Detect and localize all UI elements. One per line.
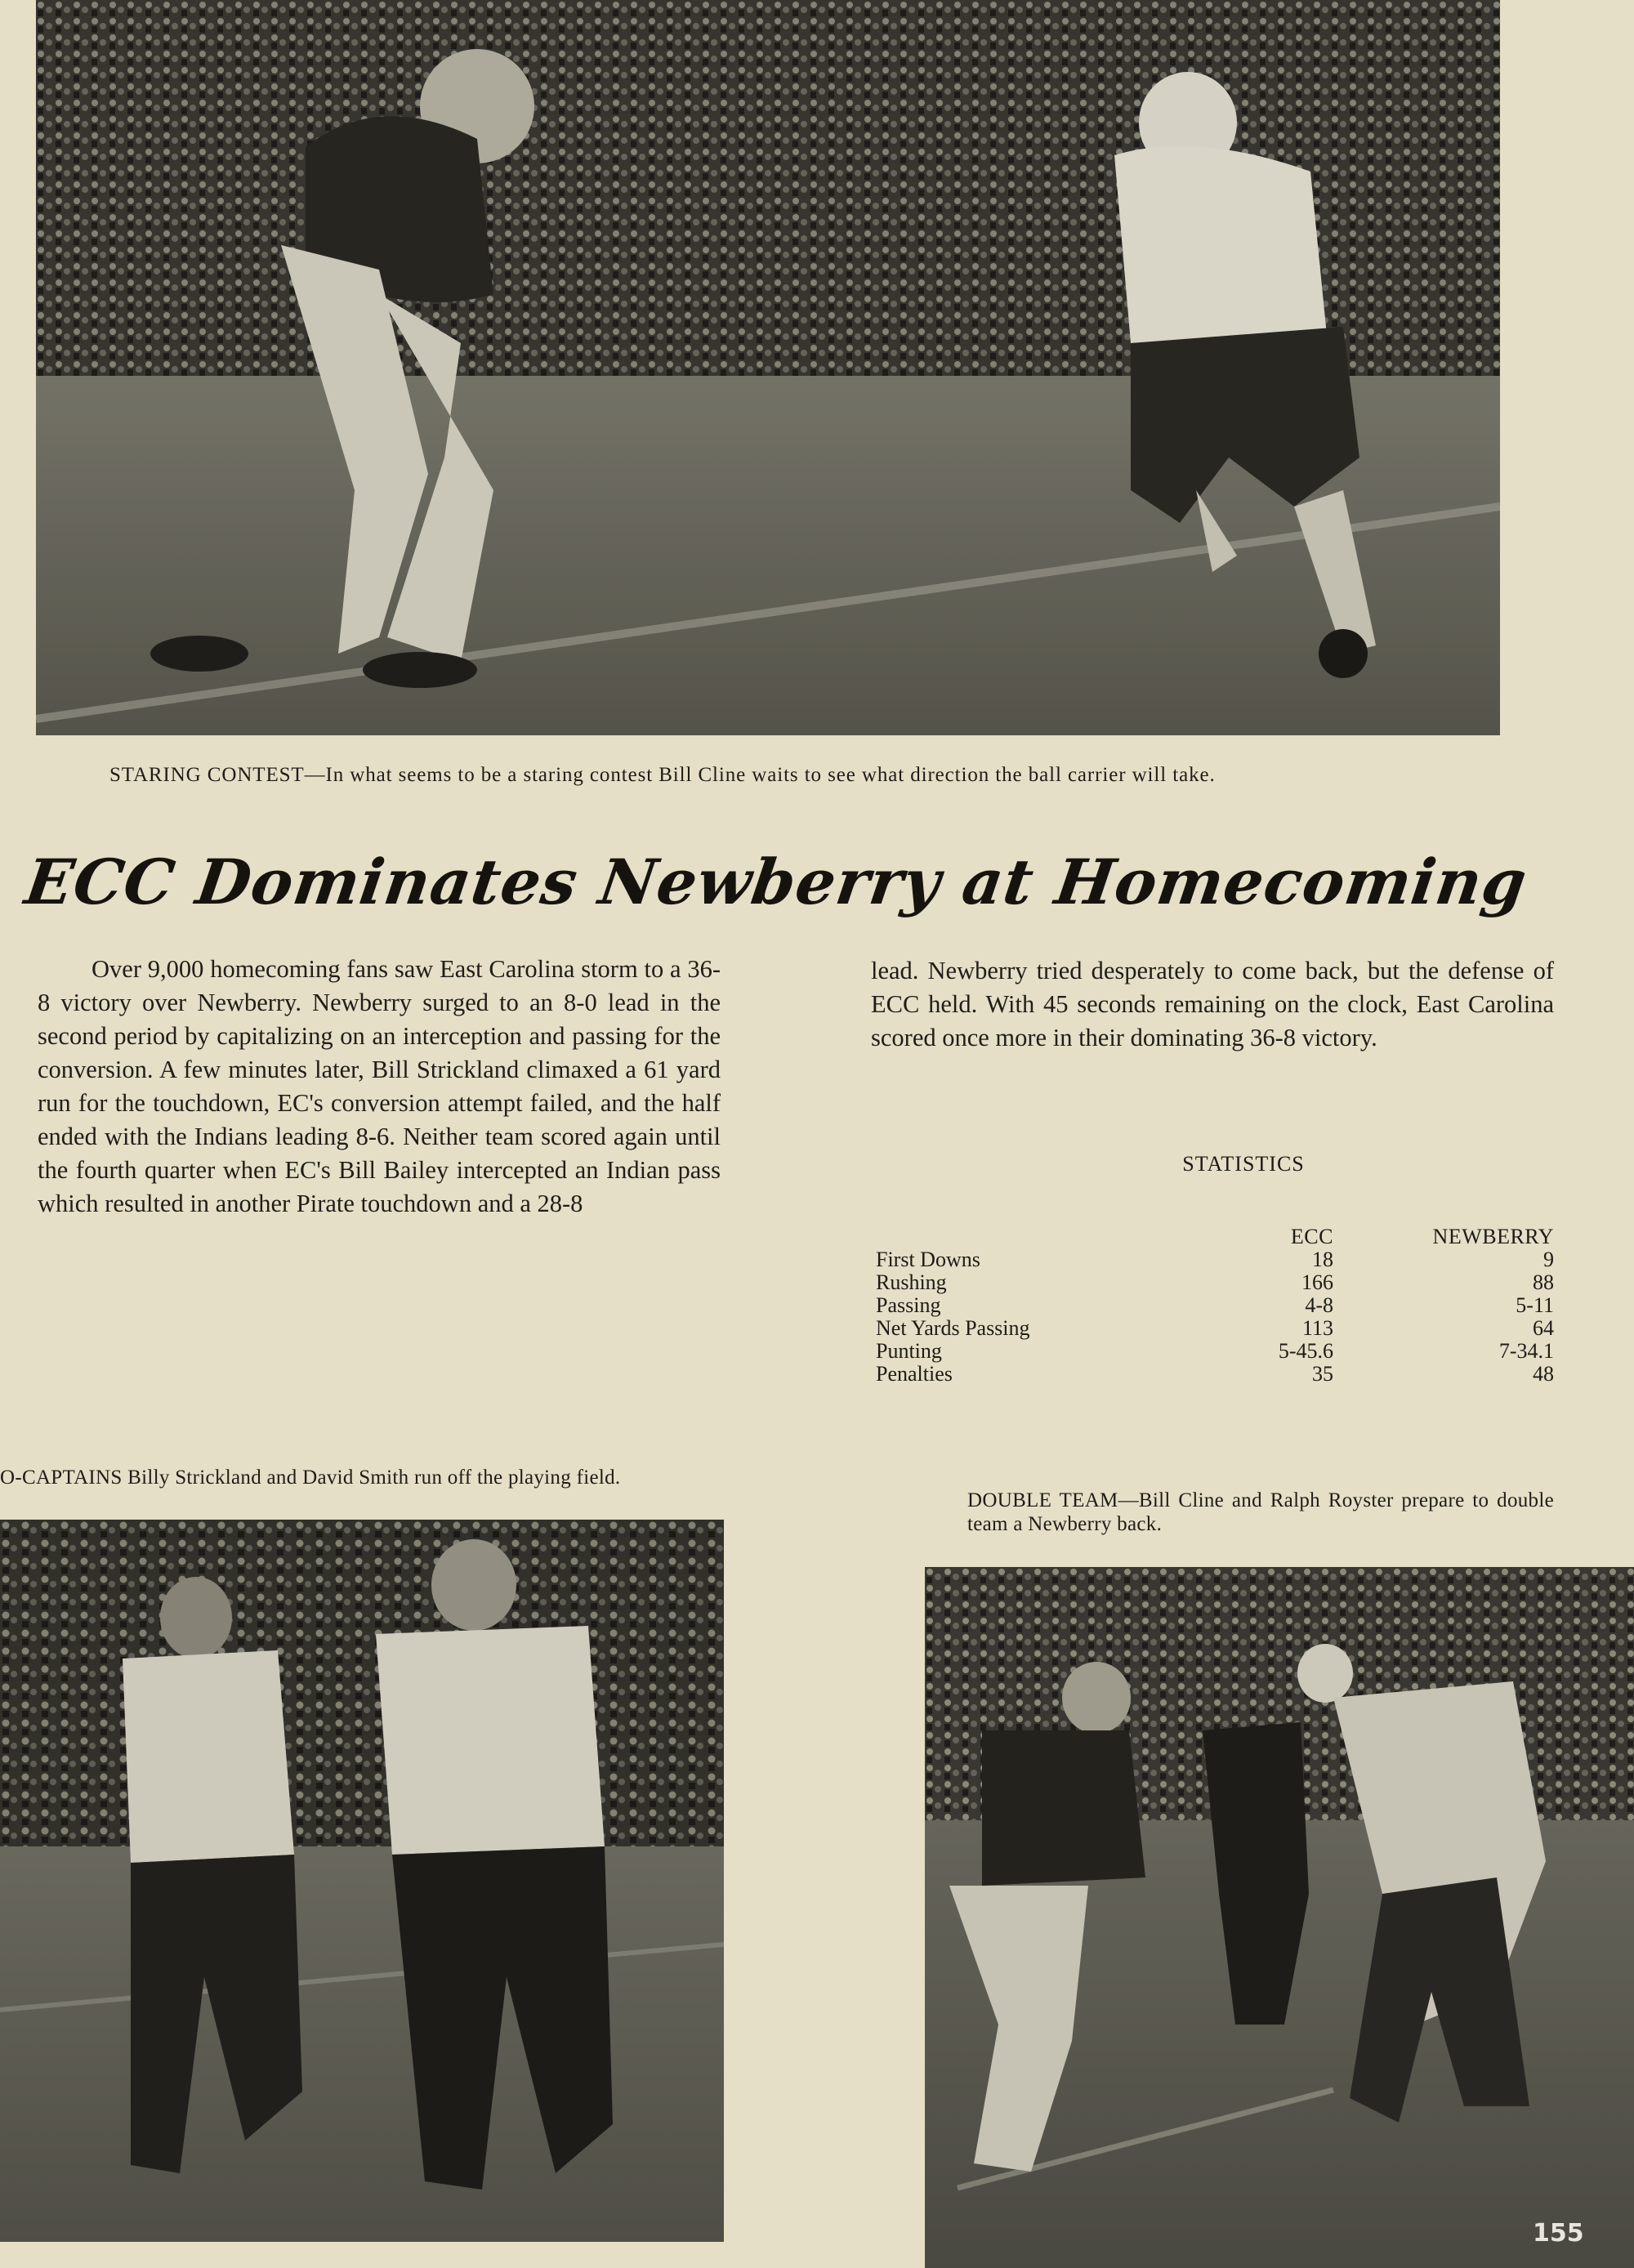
article-paragraph-1: Over 9,000 homecoming fans saw East Carolina storm to a 36-8 victory over Newberry. Newberry surged to an 8-0 lead in the second period by capitalizing on an interception and passing for the conversion. A few minutes later, Bill Strickland climaxed a 61 yard run for the touchdown, EC's conversion attempt failed, and the half ended with the Indians leading 8-6. Neither team scored again until the fourth quarter when EC's Bill Bailey intercepted an Indian pass which resulted in another Pirate touchdown and a 28-8 (38, 955, 721, 1217)
statistics-header-ecc: ECC (1290, 1225, 1333, 1248)
page-number: 155 (1533, 2219, 1584, 2248)
double-team-photo (925, 1567, 1634, 2268)
stat-label: Punting (876, 1339, 942, 1363)
stat-label: Penalties (876, 1362, 953, 1386)
top-photo-staring-contest (36, 0, 1500, 735)
statistics-header-blank (876, 1226, 1203, 1248)
stat-label: Passing (876, 1293, 941, 1317)
table-row (876, 1340, 1554, 1363)
stat-newberry-value: 64 (1533, 1316, 1554, 1340)
stat-ecc-value: 18 (1312, 1248, 1333, 1271)
stat-ecc-value: 5-45.6 (1278, 1339, 1333, 1363)
top-photo-caption: STARING CONTEST—In what seems to be a staring contest Bill Cline waits to see what direction the ball carrier will take. (109, 764, 1216, 786)
stat-ecc-value: 166 (1301, 1270, 1333, 1294)
stat-label: First Downs (876, 1248, 980, 1271)
double-team-caption: DOUBLE TEAM—Bill Cline and Ralph Royster prepare to double team a Newberry back. (967, 1489, 1554, 1535)
table-row (876, 1317, 1554, 1340)
stat-newberry-value: 5-11 (1516, 1293, 1554, 1317)
statistics-header-row (876, 1226, 1554, 1248)
table-row (876, 1248, 1554, 1271)
co-captains-photo (0, 1520, 724, 2242)
stat-newberry-value: 88 (1533, 1270, 1554, 1294)
table-row (876, 1271, 1554, 1294)
stat-label: Rushing (876, 1270, 947, 1294)
table-row (876, 1363, 1554, 1386)
article-body-left (38, 953, 721, 1221)
stat-newberry-value: 48 (1533, 1362, 1554, 1386)
article-paragraph-2: lead. Newberry tried desperately to come back, but the defense of ECC held. With 45 seconds remaining on the clock, East Carolina scored once more in their dominating 36-8 victory. (871, 957, 1554, 1051)
table-row (876, 1294, 1554, 1317)
stat-label: Net Yards Passing (876, 1316, 1030, 1340)
article-body-right (871, 954, 1554, 1055)
co-captains-caption: O-CAPTAINS Billy Strickland and David Smith run off the playing field. (0, 1467, 621, 1489)
stat-ecc-value: 4-8 (1305, 1293, 1333, 1317)
stat-newberry-value: 7-34.1 (1498, 1339, 1554, 1363)
statistics-header-newberry: NEWBERRY (1432, 1225, 1554, 1248)
stat-ecc-value: 35 (1312, 1362, 1333, 1386)
statistics-table (876, 1226, 1554, 1386)
statistics-title: STATISTICS (1182, 1152, 1305, 1176)
stat-newberry-value: 9 (1543, 1248, 1554, 1271)
article-headline: ECC Dominates Newberry at Homecoming (20, 846, 1532, 918)
stat-ecc-value: 113 (1301, 1316, 1333, 1340)
